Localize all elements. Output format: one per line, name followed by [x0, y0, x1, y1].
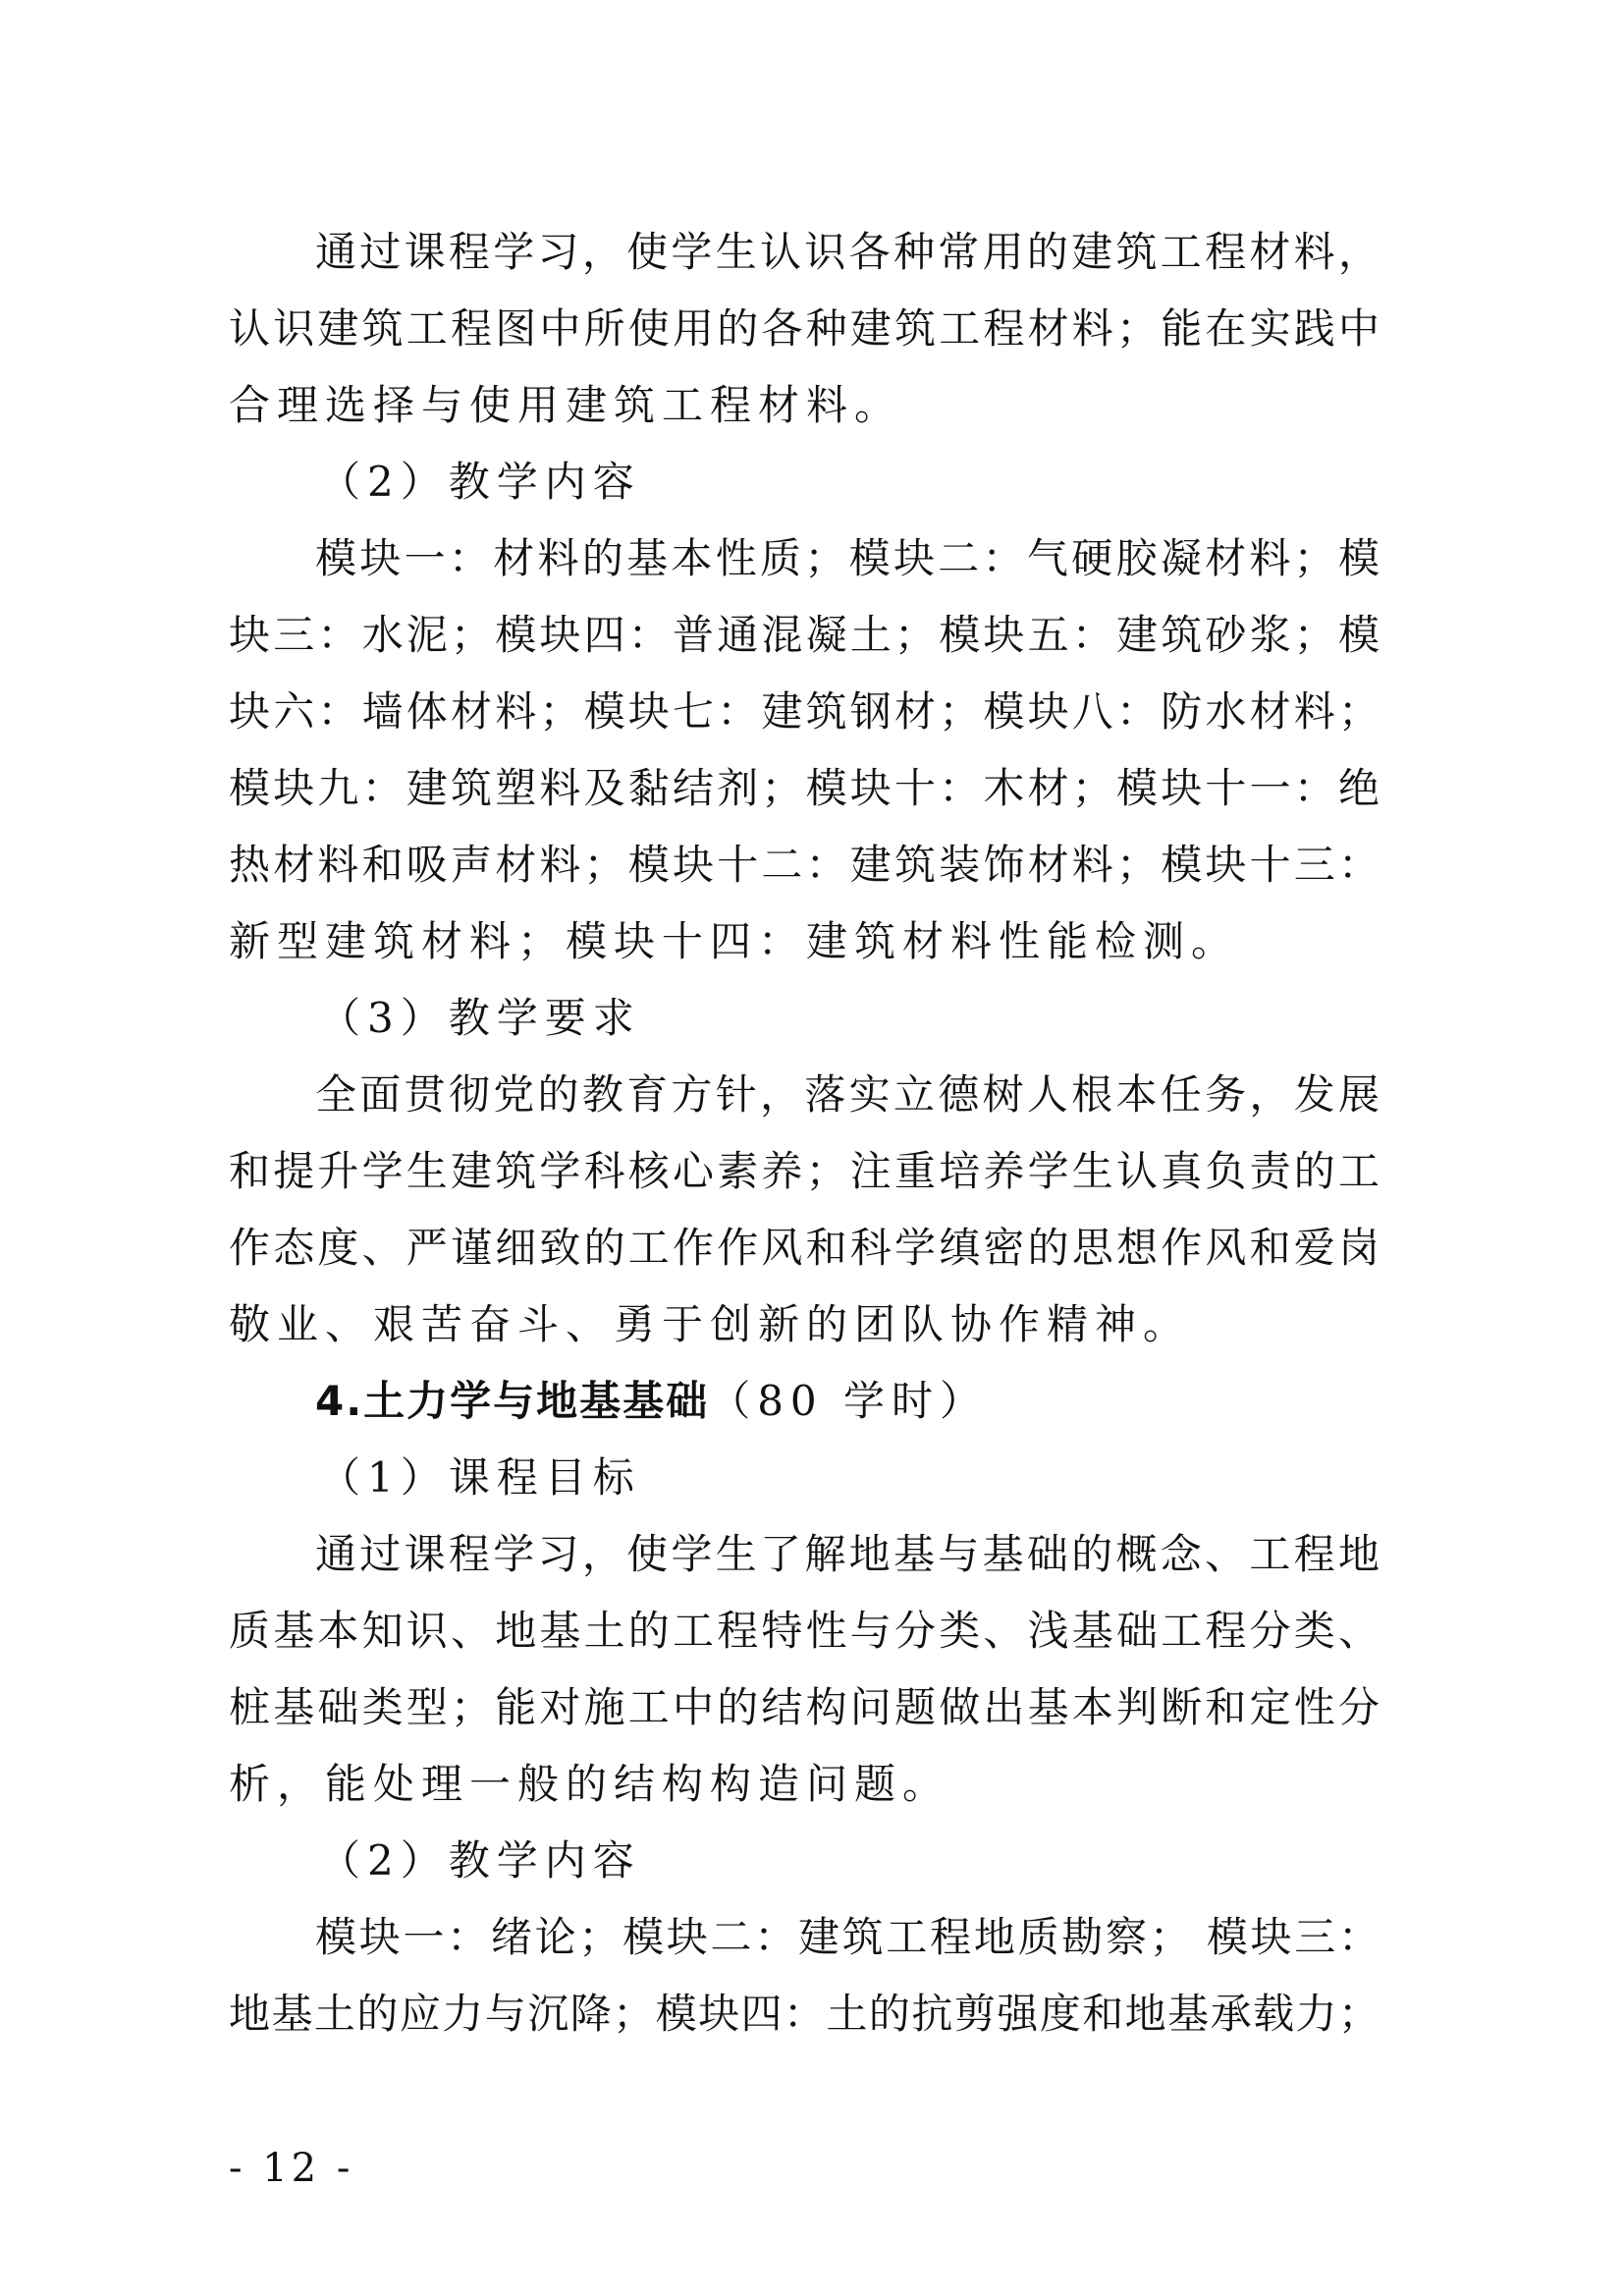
section-heading-hours: （80 学时）: [709, 1377, 988, 1425]
page-number: - 12 -: [229, 2146, 354, 2191]
subheading: （3）教学要求: [319, 994, 641, 1042]
paragraph-line: 合理选择与使用建筑工程材料。: [229, 381, 903, 429]
paragraph-line: 块三：水泥；模块四：普通混凝土；模块五：建筑砂浆；模: [229, 611, 1380, 659]
paragraph-line: 析，能处理一般的结构构造问题。: [229, 1760, 951, 1808]
paragraph-line: 新型建筑材料；模块十四：建筑材料性能检测。: [229, 917, 1240, 965]
paragraph-line: 块六：墙体材料；模块七：建筑钢材；模块八：防水材料；: [229, 687, 1380, 736]
paragraph-line: 桩基础类型；能对施工中的结构问题做出基本判断和定性分: [229, 1683, 1380, 1731]
paragraph-line: 通过课程学习，使学生了解地基与基础的概念、工程地: [315, 1530, 1380, 1578]
paragraph-line: 模块九：建筑塑料及黏结剂；模块十：木材；模块十一：绝: [229, 764, 1380, 812]
paragraph-line: 敬业、艰苦奋斗、勇于创新的团队协作精神。: [229, 1300, 1192, 1348]
subheading: （1）课程目标: [319, 1453, 641, 1502]
paragraph-line: 热材料和吸声材料；模块十二：建筑装饰材料；模块十三：: [229, 841, 1380, 889]
paragraph-line: 通过课程学习，使学生认识各种常用的建筑工程材料，: [315, 228, 1380, 276]
paragraph-line: 模块一：绪论；模块二：建筑工程地质勘察； 模块三：: [315, 1913, 1380, 1961]
subheading: （2）教学内容: [319, 458, 641, 506]
section-heading: [229, 1363, 1380, 1440]
paragraph-line: 认识建筑工程图中所使用的各种建筑工程材料；能在实践中: [229, 304, 1380, 353]
paragraph-line: 质基本知识、地基土的工程特性与分类、浅基础工程分类、: [229, 1607, 1380, 1655]
paragraph-line: 和提升学生建筑学科核心素养；注重培养学生认真负责的工: [229, 1147, 1380, 1195]
paragraph-line: 模块一：材料的基本性质；模块二：气硬胶凝材料；模: [315, 534, 1380, 582]
body-text: [229, 214, 1380, 2052]
paragraph-line: 作态度、严谨细致的工作作风和科学缜密的思想作风和爱岗: [229, 1224, 1380, 1272]
section-heading-title: 4.土力学与地基基础: [315, 1377, 710, 1425]
paragraph-line: 地基土的应力与沉降；模块四：土的抗剪强度和地基承载力；: [229, 1990, 1380, 2038]
paragraph-line: 全面贯彻党的教育方针，落实立德树人根本任务，发展: [315, 1070, 1380, 1119]
subheading: （2）教学内容: [319, 1836, 641, 1885]
